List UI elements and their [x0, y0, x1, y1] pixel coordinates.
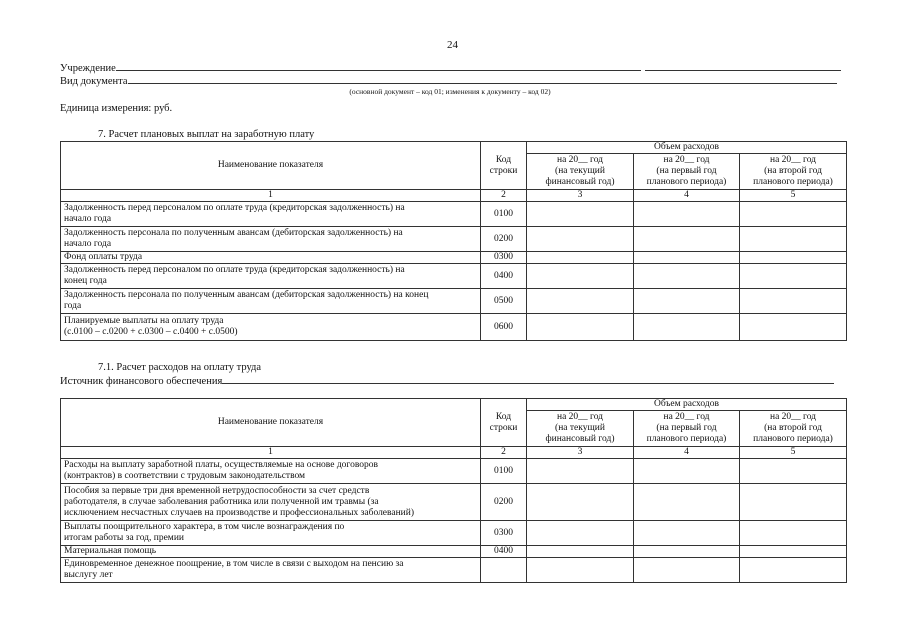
value-cell[interactable]: [634, 227, 740, 252]
col-number: 3: [527, 190, 634, 202]
value-cell[interactable]: [527, 202, 634, 227]
col-header-text: (на первый год: [656, 423, 717, 433]
col-number: 1: [61, 447, 481, 459]
table-row: [61, 546, 847, 558]
col-header-year-second: [740, 411, 847, 447]
document-type-code-field[interactable]: [234, 74, 837, 84]
col-header-code: [481, 399, 527, 447]
col-number: 4: [634, 447, 740, 459]
col-header-text: финансовый год): [545, 434, 615, 444]
col-number: 5: [740, 190, 847, 202]
section-7-title: 7. Расчет плановых выплат на заработную плату: [98, 129, 315, 140]
row-name: [61, 521, 481, 546]
value-cell[interactable]: [634, 314, 740, 341]
col-header-text: планового периода): [753, 177, 833, 187]
funding-source-label: Источник финансового обеспечения: [60, 376, 223, 387]
column-numbers-row: [61, 190, 847, 202]
value-cell[interactable]: [634, 521, 740, 546]
row-name-line: Пособия за первые три дня временной нетрудоспособности за счет средств: [64, 485, 370, 496]
institution-line: [60, 61, 841, 74]
unit-label: Единица измерения: руб.: [60, 103, 173, 114]
row-name-line: исключением несчастных случаев на производстве и профессиональных заболеваний): [64, 507, 415, 518]
col-header-text: финансовый год): [545, 177, 615, 187]
value-cell[interactable]: [740, 314, 847, 341]
table-row: [61, 289, 847, 314]
value-cell[interactable]: [634, 459, 740, 484]
col-header-text: на 20__ год: [556, 155, 604, 165]
col-header-text: планового периода): [646, 177, 727, 187]
col-header-text: (на текущий: [555, 423, 605, 433]
table-row: [61, 264, 847, 289]
table-row: [61, 252, 847, 264]
col-header-text: на 20__ год: [769, 412, 817, 422]
col-header-name: Наименование показателя: [61, 399, 481, 447]
table-row: [61, 459, 847, 484]
col-header-text: (на текущий: [555, 166, 605, 176]
value-cell[interactable]: [740, 202, 847, 227]
value-cell[interactable]: [740, 546, 847, 558]
row-name-line: года: [64, 301, 82, 311]
col-number: 2: [481, 190, 527, 202]
value-cell[interactable]: [740, 227, 847, 252]
section-7-1-title: 7.1. Расчет расходов на оплату труда: [98, 362, 262, 373]
col-header-code: [481, 142, 527, 190]
col-header-year-current: [527, 154, 634, 190]
table-row: [61, 484, 847, 521]
row-name: [61, 289, 481, 314]
institution-label: Учреждение: [60, 63, 116, 74]
row-name: [61, 558, 481, 583]
document-note: (основной документ – код 01; изменения к документу – код 02): [349, 87, 551, 96]
row-code: 0400: [481, 546, 527, 558]
row-name-line: Задолженность персонала по полученным авансам (дебиторская задолженность) на конец: [64, 290, 429, 300]
col-header-text: на 20__ год: [556, 412, 604, 422]
value-cell[interactable]: [527, 459, 634, 484]
value-cell[interactable]: [527, 314, 634, 341]
col-header-text: на 20__ год: [663, 155, 710, 165]
row-name-line: конец года: [64, 276, 107, 286]
col-header-code-text: Код: [495, 154, 512, 165]
page-number: 24: [447, 39, 458, 51]
document-type-field[interactable]: [128, 74, 234, 84]
table-row: [61, 314, 847, 341]
value-cell[interactable]: [740, 558, 847, 583]
document-type-line: [60, 74, 837, 87]
section-7-1-body: [61, 459, 847, 583]
col-header-text: (на первый год: [656, 166, 717, 176]
row-name-line: Задолженность перед персоналом по оплате труда (кредиторская задолженность) на: [64, 265, 405, 275]
col-number: 3: [527, 447, 634, 459]
row-name: [61, 314, 481, 341]
col-number: 5: [740, 447, 847, 459]
col-header-text: на 20__ год: [663, 412, 710, 422]
col-number: 2: [481, 447, 527, 459]
table-row: [61, 227, 847, 252]
col-number: 4: [634, 190, 740, 202]
row-code: 0100: [481, 202, 527, 227]
col-header-text: (на второй год: [764, 166, 822, 176]
section-7-body: [61, 202, 847, 341]
row-name: [61, 484, 481, 521]
row-name-line: Расходы на выплату заработной платы, осуществляемые на основе договоров: [64, 460, 378, 470]
row-name-line: Фонд оплаты труда: [64, 252, 143, 262]
row-code: 0100: [481, 459, 527, 484]
value-cell[interactable]: [527, 558, 634, 583]
value-cell[interactable]: [527, 252, 634, 264]
col-header-expense-group: Объем расходов: [527, 399, 847, 411]
col-header-expense-group: Объем расходов: [527, 142, 847, 154]
col-header-code-text: Код: [495, 411, 512, 422]
col-header-text: планового периода): [646, 434, 727, 444]
row-name-line: Выплаты поощрительного характера, в том числе вознаграждения по: [64, 522, 345, 532]
value-cell[interactable]: [740, 521, 847, 546]
row-code: 0400: [481, 264, 527, 289]
value-cell[interactable]: [527, 521, 634, 546]
value-cell[interactable]: [740, 289, 847, 314]
value-cell[interactable]: [527, 289, 634, 314]
row-name-line: Планируемые выплаты на оплату труда: [64, 316, 224, 326]
table-row: [61, 558, 847, 583]
value-cell[interactable]: [634, 289, 740, 314]
row-code: 0300: [481, 521, 527, 546]
value-cell[interactable]: [527, 264, 634, 289]
value-cell[interactable]: [634, 558, 740, 583]
row-name-line: (с.0100 – с.0200 + с.0300 – с.0400 + с.0500): [64, 327, 238, 337]
row-name-line: Задолженность персонала по полученным авансам (дебиторская задолженность) на: [64, 228, 403, 238]
value-cell[interactable]: [634, 264, 740, 289]
col-header-year-current: [527, 411, 634, 447]
row-name: [61, 202, 481, 227]
value-cell[interactable]: [740, 264, 847, 289]
col-header-code-text: строки: [489, 165, 518, 176]
value-cell[interactable]: [634, 484, 740, 521]
funding-source-line: [60, 374, 834, 387]
row-code: 0200: [481, 227, 527, 252]
row-name: [61, 546, 481, 558]
row-name: [61, 264, 481, 289]
value-cell[interactable]: [740, 459, 847, 484]
row-name: [61, 459, 481, 484]
value-cell[interactable]: [634, 546, 740, 558]
table-row: [61, 521, 847, 546]
value-cell[interactable]: [527, 484, 634, 521]
row-name-line: Единовременное денежное поощрение, в том числе в связи с выходом на пенсию за: [64, 559, 404, 569]
col-header-text: (на второй год: [764, 423, 822, 433]
col-header-code-text: строки: [489, 422, 518, 433]
row-name-line: (контрактов) в соответствии с трудовым законодательством: [64, 471, 306, 481]
row-name-line: Материальная помощь: [64, 546, 157, 556]
table-row: [61, 202, 847, 227]
row-name-line: начало года: [64, 214, 112, 224]
institution-code-field[interactable]: [645, 61, 841, 71]
document-type-label: Вид документа: [60, 76, 128, 87]
col-header-year-second: [740, 154, 847, 190]
value-cell[interactable]: [634, 202, 740, 227]
row-code: 0300: [481, 252, 527, 264]
row-name-line: выслугу лет: [64, 570, 113, 580]
col-number: 1: [61, 190, 481, 202]
row-name: [61, 227, 481, 252]
value-cell[interactable]: [740, 252, 847, 264]
row-code: 0500: [481, 289, 527, 314]
row-name: [61, 252, 481, 264]
row-name-line: Задолженность перед персоналом по оплате труда (кредиторская задолженность) на: [64, 203, 405, 213]
value-cell[interactable]: [740, 484, 847, 521]
column-numbers-row: [61, 447, 847, 459]
funding-source-field[interactable]: [222, 374, 834, 384]
col-header-year-first: [634, 154, 740, 190]
value-cell[interactable]: [527, 546, 634, 558]
institution-field[interactable]: [116, 61, 641, 71]
section-7-1-table: [60, 398, 847, 583]
row-code: 0200: [481, 484, 527, 521]
col-header-text: планового периода): [753, 434, 833, 444]
value-cell[interactable]: [634, 252, 740, 264]
value-cell[interactable]: [527, 227, 634, 252]
row-name-line: начало года: [64, 239, 112, 249]
col-header-text: на 20__ год: [769, 155, 817, 165]
row-code: 0600: [481, 314, 527, 341]
row-name-line: итогам работы за год, премии: [64, 533, 184, 543]
row-code: [481, 558, 527, 583]
col-header-name: Наименование показателя: [61, 142, 481, 190]
row-name-line: работодателя, в случае заболевания работника или полученной им травмы (за: [64, 496, 379, 507]
col-header-year-first: [634, 411, 740, 447]
section-7-table: [60, 141, 847, 341]
